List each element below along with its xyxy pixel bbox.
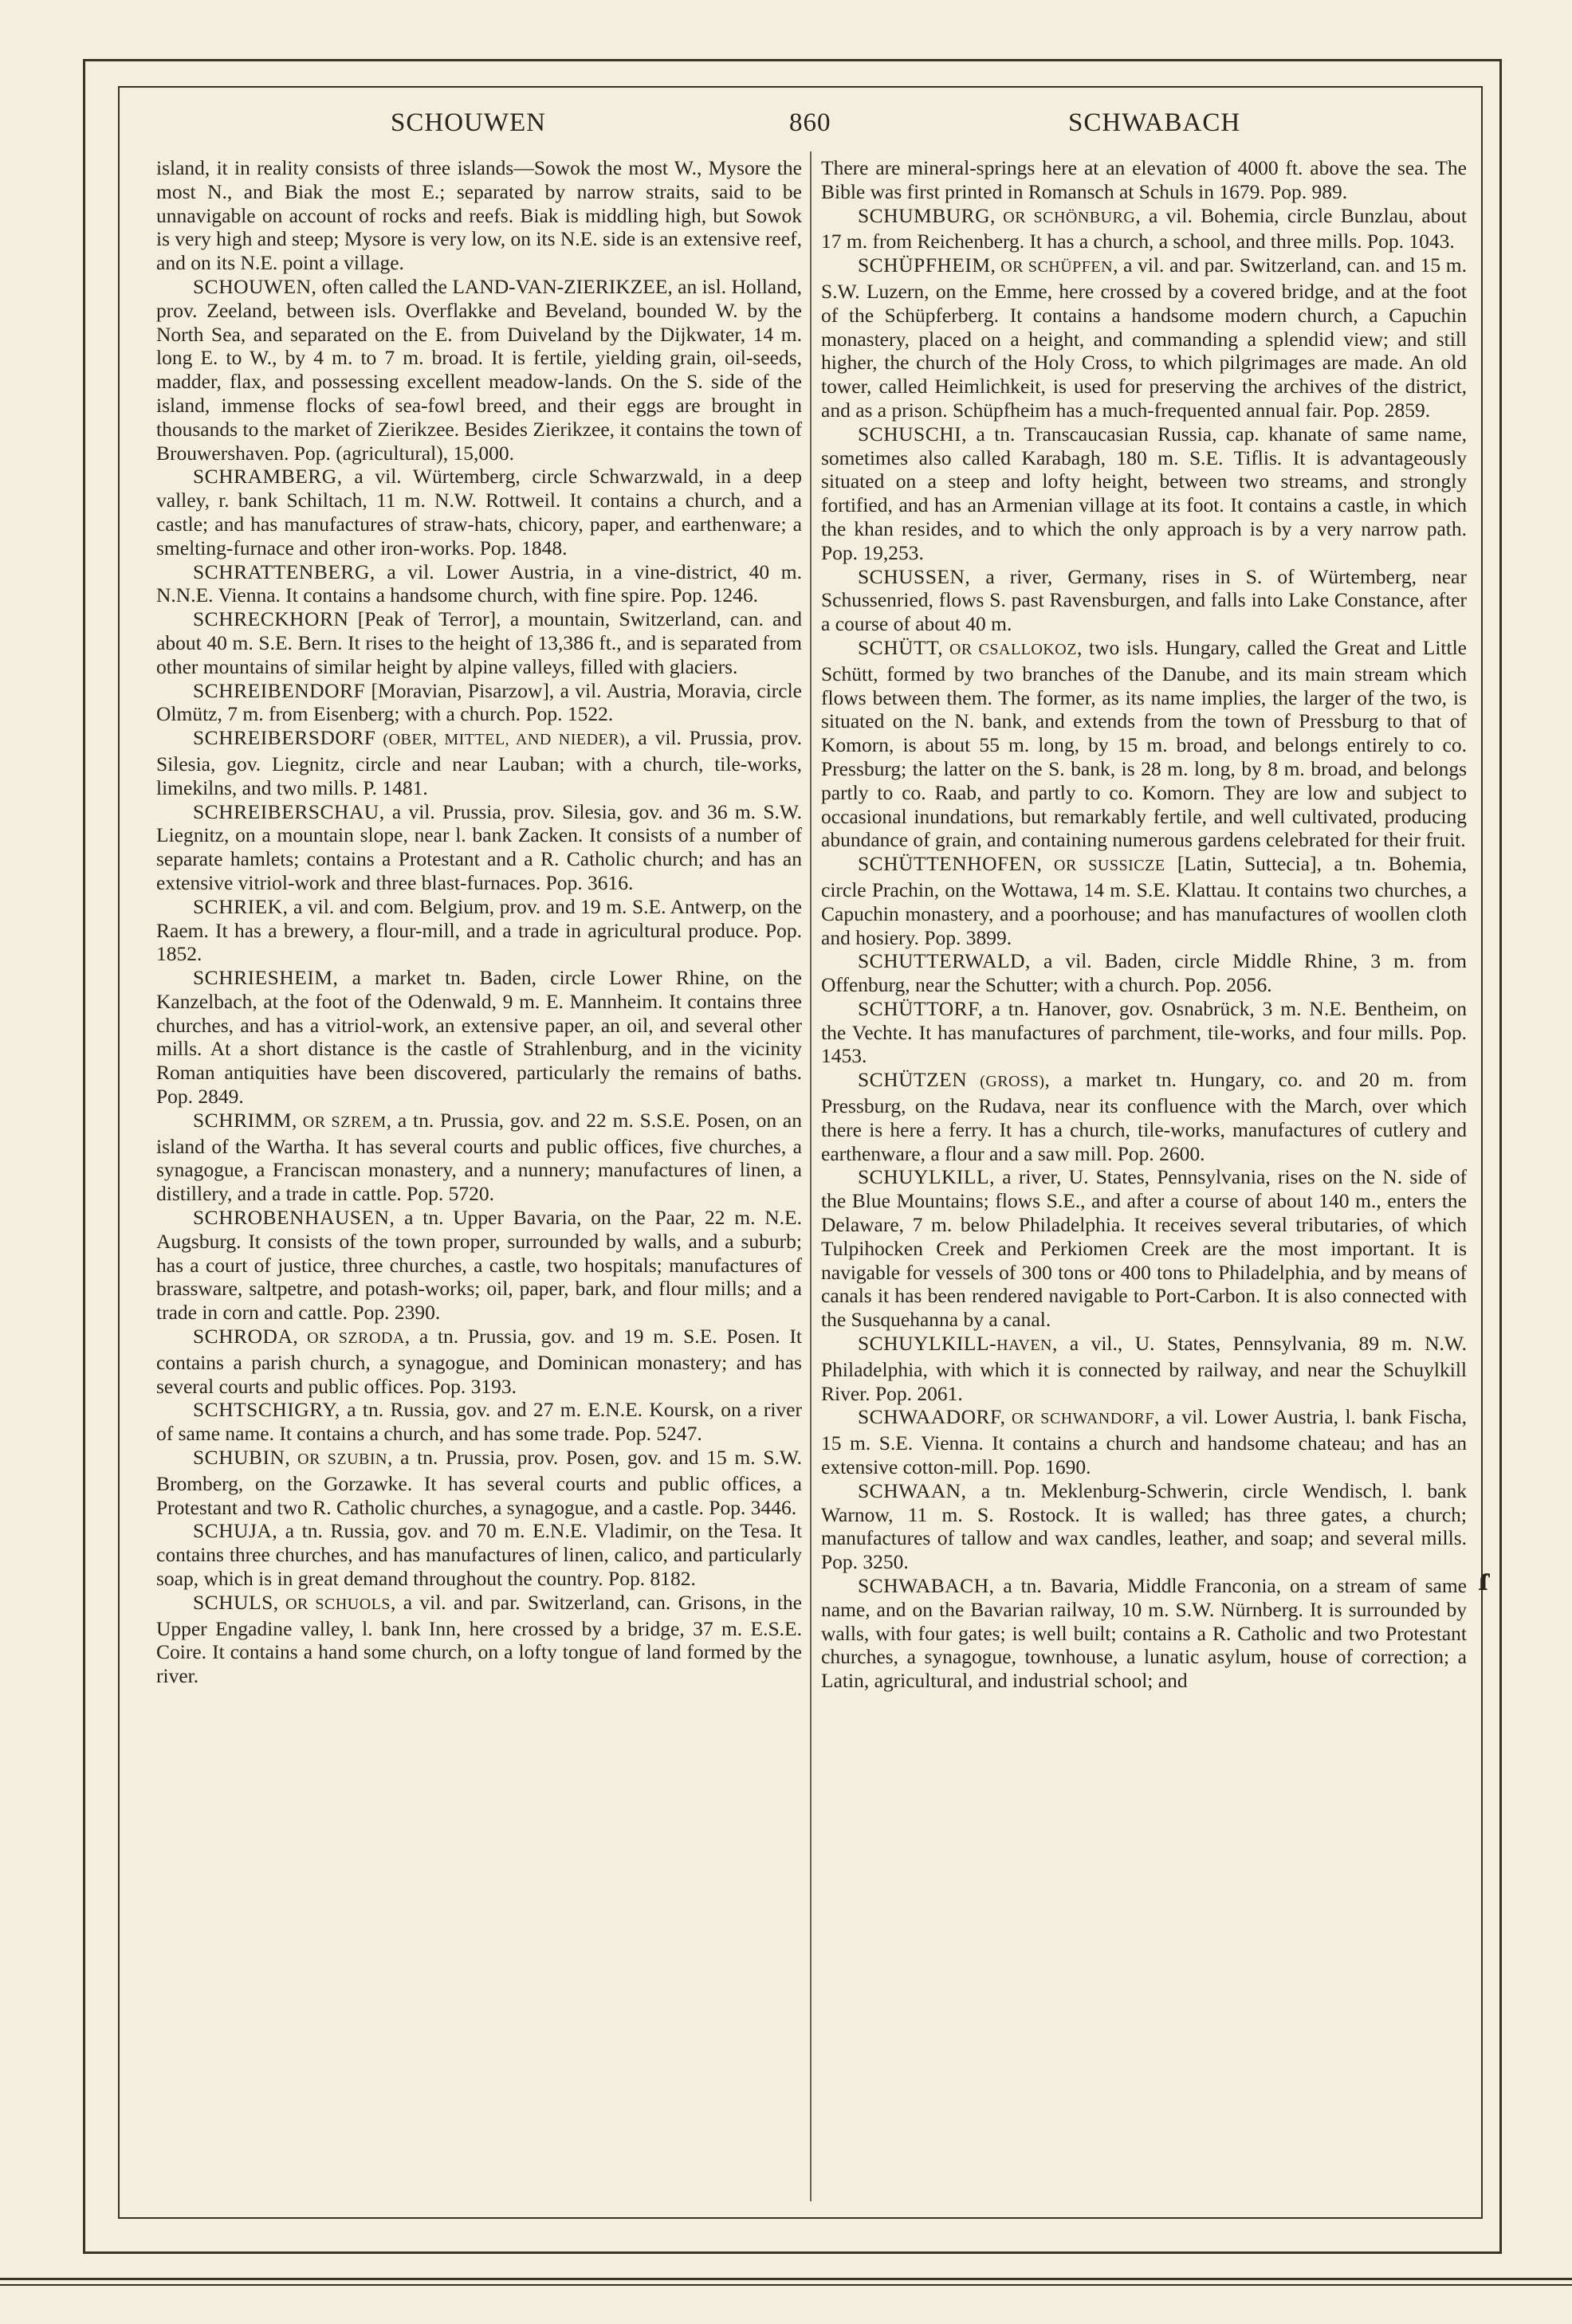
entry-headword: SCHÜTZEN <box>858 1068 968 1092</box>
entry-variant-name: OR SUSSICZE <box>1042 857 1165 875</box>
gazetteer-entry <box>156 726 802 799</box>
entry-headword: SCHUBIN, <box>193 1446 291 1470</box>
entry-text: a tn. Transcaucasian Russia, cap. khanate of same name, sometimes also called Karabagh, 180 m. S.E. Tiflis. It is advantageously situated on a steep and lofty height, between two streams, and strongly fortified, and has an Armenian village at its foot. It contains a castle, in which the khan resides, and to which the only approach is by a very narrow path. Pop. 19,253. <box>821 422 1467 564</box>
gazetteer-entry <box>821 565 1467 636</box>
entry-text: [Peak of Terror], a mountain, Switzerland, can. and about 40 m. S.E. Bern. It rises to the height of 13,386 ft., and is separated from other mountains of similar height by alpine valleys, filled with glaciers. <box>156 607 802 678</box>
entry-headword: SCHRIEK, <box>193 894 289 918</box>
entry-variant-name: OR SZRODA <box>298 1329 405 1348</box>
entry-text: a vil. Baden, circle Middle Rhine, 3 m. from Offenburg, near the Schutter; with a church. Pop. 2056. <box>821 949 1467 997</box>
entry-text: , a market tn. Hungary, co. and 20 m. from Pressburg, on the Rudava, near its confluence with the March, over which there is here a ferry. It has a church, tile-works, manufactures of cutlery and earthenware, a flour and a saw mill. Pop. 2600. <box>821 1068 1467 1165</box>
entry-variant-name: OR SZREM <box>297 1113 387 1131</box>
entry-variant-name: OR SCHÜPFEN <box>996 258 1114 277</box>
column-divider <box>810 151 812 2201</box>
entry-headword: SCHRIESHEIM, <box>193 966 339 990</box>
page-number: 860 <box>789 108 831 137</box>
entry-text: There are mineral-springs here at an elevation of 4000 ft. above the sea. The Bible was first printed in Romansch at Schuls in 1679. Pop. 989. <box>821 156 1467 203</box>
entry-text: , a vil. Prussia, prov. Silesia, gov. Liegnitz, circle and near Lauban; with a church, tile-works, limekilns, and two mills. P. 1481. <box>156 726 802 799</box>
gazetteer-entry <box>156 1519 802 1590</box>
entry-headword: SCHULS, <box>193 1590 279 1614</box>
entry-headword: SCHRATTENBERG, <box>193 559 375 583</box>
entry-text: , a vil., U. States, Pennsylvania, 89 m. N.W. Philadelphia, with which it is connected by railway, and near the Schuylkill River. Pop. 2061. <box>821 1332 1467 1405</box>
gazetteer-entry <box>156 679 802 727</box>
entry-text: a river, Germany, rises in S. of Würtemberg, near Schussenried, flows S. past Ravensburgen, and falls into Lake Constance, after a course of about 40 m. <box>821 564 1467 636</box>
gazetteer-entry <box>821 1332 1467 1405</box>
entry-variant-name: (OBER, MITTEL, AND NIEDER) <box>375 731 626 749</box>
entry-text: , two isls. Hungary, called the Great and Little Schütt, formed by two branches of the Danube, and its main stream which flows between them. The former, as its name implies, the larger of the two, is situated on the N. bank, and extends from the town of Pressburg to that of Komorn, is about 55 m. long, by 15 m. broad, and belongs entirely to co. Pressburg; the latter on the S. bank, is 28 m. long, by 8 m. broad, and belongs partly to co. Raab, and partly to co. Komorn. They are low and subject to occasional inundations, but remarkably fertile, and well cultivated, producing abundance of grain, and containing numerous gardens celebrated for their fruit. <box>821 635 1467 852</box>
entry-headword: SCHWAAN, <box>858 1478 967 1502</box>
entry-text: a vil. and com. Belgium, prov. and 19 m. S.E. Antwerp, on the Raem. It has a brewery, a flour-mill, and a trade in agricultural produce. Pop. 1852. <box>156 894 802 966</box>
entry-text: a tn. Russia, gov. and 27 m. E.N.E. Koursk, on a river of same name. It contains a church, and has some trade. Pop. 5247. <box>156 1398 802 1446</box>
running-header <box>151 108 1459 143</box>
entry-headword: SCHUMBURG, <box>858 203 996 227</box>
gazetteer-entry <box>156 156 802 275</box>
entry-text: a river, U. States, Pennsylvania, rises on the N. side of the Blue Mountains; flows S.E., and after a course of about 140 m., enters the Delaware, 7 m. below Philadelphia. It receives several tributaries, of which Tulpihocken Creek and Perkiomen Creek are the most important. It is navigable for vessels of 300 tons or 400 tons to Philadelphia, and by means of canals it has been rendered navigable to Port-Carbon. It is also connected with the Susquehanna by a canal. <box>821 1165 1467 1332</box>
gazetteer-entry <box>156 465 802 559</box>
entry-variant-name: OR SCHÖNBURG <box>995 208 1136 226</box>
entry-text: a tn. Bavaria, Middle Franconia, on a stream of same name, and on the Bavarian railway, 10 m. S.W. Nürnberg. It is surrounded by walls, with four gates; is well built; contains a R. Catholic and two Protestant churches, a synagogue, townhouse, a lunatic asylum, house of correction; a Latin, agricultural, and industrial school; and <box>821 1574 1467 1693</box>
entry-headword: SCHUSCHI, <box>858 422 967 446</box>
left-column <box>156 156 802 2196</box>
entry-text: , a tn. Prussia, gov. and 22 m. S.S.E. Posen, on an island of the Wartha. It has several courts and public offices, five churches, a synagogue, a Franciscan monastery, and a nunnery; manufactures of linen, a distillery, and a trade in cattle. Pop. 5720. <box>156 1108 802 1206</box>
entry-text: , a tn. Prussia, prov. Posen, gov. and 15 m. S.W. Bromberg, on the Gorzawke. It has several courts and public offices, a Protestant and two R. Catholic churches, a synagogue, and a castle. Pop. 3446. <box>156 1446 802 1519</box>
entry-text: often called the LAND-VAN-ZIERIKZEE, an isl. Holland, prov. Zeeland, between isls. Overflakke and Beveland, bounded W. by the North Sea, and separated on the E. from Duiveland by the Dijkwater, 14 m. long E. to W., by 4 m. to 7 m. broad. It is fertile, yielding grain, oil-seeds, madder, flax, and possessing excellent meadow-lands. On the S. side of the island, immense flocks of sea-fowl breed, and their eggs are brought in thousands to the market of Zierikzee. Besides Zierikzee, it contains the town of Brouwershaven. Pop. (agricultural), 15,000. <box>156 274 802 465</box>
header-right-word: SCHWABACH <box>1068 108 1241 137</box>
gazetteer-entry <box>156 1591 802 1688</box>
entry-headword: SCHÜPFHEIM, <box>858 253 996 277</box>
gazetteer-entry <box>821 1068 1467 1165</box>
entry-variant-name: OR SCHWANDORF <box>1005 1410 1155 1428</box>
entry-headword: SCHUTTERWALD, <box>858 949 1031 973</box>
entry-headword: SCHREIBERSDORF <box>193 726 376 750</box>
entry-headword: SCHUYLKILL- <box>858 1332 997 1356</box>
gazetteer-entry <box>156 1109 802 1206</box>
entry-text: [Latin, Suttecia], a tn. Bohemia, circle Prachin, on the Wottawa, 14 m. S.E. Klattau. It contains two churches, a Capuchin monastery, and a poorhouse; and has manufactures of woollen cloth and hosiery. Pop. 3899. <box>821 852 1467 949</box>
gazetteer-entry <box>821 156 1467 204</box>
gazetteer-entry <box>821 1574 1467 1693</box>
gazetteer-entry <box>156 275 802 465</box>
entry-headword: SCHÜTTENHOFEN, <box>858 852 1043 876</box>
gazetteer-entry <box>156 1325 802 1398</box>
entry-text: island, it in reality consists of three islands—Sowok the most W., Mysore the most N., and Biak the most E.; separated by narrow straits, said to be unnavigable on account of rocks and reefs. Biak is middling high, but Sowok is very high and steep; Mysore is very low, on its N.E. side is an extensive reef, and on its N.E. point a village. <box>156 156 802 275</box>
gazetteer-entry <box>821 997 1467 1068</box>
gazetteer-entry <box>156 607 802 678</box>
gazetteer-entry <box>821 852 1467 949</box>
entry-headword: SCHRAMBERG, <box>193 465 343 489</box>
gazetteer-entry <box>821 253 1467 422</box>
gazetteer-entry <box>156 966 802 1109</box>
gazetteer-entry <box>821 1405 1467 1478</box>
gazetteer-entry <box>821 422 1467 565</box>
gazetteer-entry <box>821 1165 1467 1332</box>
gazetteer-entry <box>156 1398 802 1446</box>
gazetteer-entry <box>156 560 802 608</box>
entry-headword: SCHRIMM, <box>193 1108 297 1132</box>
gazetteer-entry <box>821 636 1467 852</box>
entry-headword: SCHUJA, <box>193 1519 278 1543</box>
entry-headword: SCHUYLKILL, <box>858 1165 995 1189</box>
entry-headword: SCHUSSEN, <box>858 564 971 588</box>
entry-variant-name: (GROSS) <box>967 1073 1045 1091</box>
entry-text: , a vil. Lower Austria, l. bank Fischa, 15 m. S.E. Vienna. It contains a church and handsome chateau; and has an extensive cotton-mill. Pop. 1690. <box>821 1405 1467 1479</box>
entry-text: , a vil. Bohemia, circle Bunzlau, about 17 m. from Reichenberg. It has a church, a school, and three mills. Pop. 1043. <box>821 203 1467 253</box>
gazetteer-entry <box>156 800 802 895</box>
gazetteer-entry <box>821 204 1467 254</box>
bottom-rule-thin <box>0 2284 1572 2286</box>
entry-headword: SCHÜTTORF, <box>858 996 984 1020</box>
entry-variant-name: OR SCHUOLS <box>278 1595 391 1613</box>
entry-text: , a vil. and par. Switzerland, can. Grisons, in the Upper Engadine valley, l. bank Inn, here crossed by a bridge, 37 m. E.S.E. Coire. It contains a hand some church, on a lofty tongue of land formed by the river. <box>156 1590 802 1688</box>
entry-headword: SCHOUWEN, <box>193 274 317 298</box>
entry-text: a tn. Meklenburg-Schwerin, circle Wendisch, l. bank Warnow, 11 m. S. Rostock. It is walled; has three gates, a church; manufactures of tallow and wax candles, leather, and soap; and several mills. Pop. 3250. <box>821 1478 1467 1574</box>
entry-text: a tn. Upper Bavaria, on the Paar, 22 m. N.E. Augsburg. It consists of the town proper, surrounded by walls, and a suburb; has a court of justice, three churches, a castle, two hospitals; manufactures of brassware, saltpetre, and potash-works; oil, paper, bark, and flour mills; and a trade in corn and cattle. Pop. 2390. <box>156 1206 802 1325</box>
entry-headword: SCHWABACH, <box>858 1574 995 1598</box>
entry-text: a vil. Würtemberg, circle Schwarzwald, in a deep valley, r. bank Schiltach, 11 m. N.W. Rottweil. It contains a church, and a castle; and has manufactures of straw-hats, chicory, paper, and earthenware; a smelting-furnace and other iron-works. Pop. 1848. <box>156 465 802 559</box>
entry-text: a vil. Lower Austria, in a vine-district, 40 m. N.N.E. Vienna. It contains a handsome church, with fine spire. Pop. 1246. <box>156 559 802 607</box>
gazetteer-entry <box>156 1446 802 1519</box>
entry-headword: SCHROBENHAUSEN, <box>193 1206 395 1230</box>
entry-text: a tn. Russia, gov. and 70 m. E.N.E. Vladimir, on the Tesa. It contains three churches, and has manufactures of linen, calico, and particularly soap, which is in great demand throughout the country. Pop. 8182. <box>156 1519 802 1591</box>
entry-headword: SCHREIBENDORF <box>193 678 366 702</box>
entry-headword: SCHRECKHORN <box>193 607 349 631</box>
entry-headword: SCHÜTT, <box>858 635 944 659</box>
gazetteer-entry <box>821 1479 1467 1574</box>
entry-text: a vil. Prussia, prov. Silesia, gov. and 36 m. S.W. Liegnitz, on a mountain slope, near l. bank Zacken. It consists of a number of separate hamlets; contains a Protestant and a R. Catholic church; and has an extensive vitriol-work and three blast-furnaces. Pop. 3616. <box>156 799 802 894</box>
bottom-rule <box>0 2278 1572 2280</box>
entry-text: a market tn. Baden, circle Lower Rhine, on the Kanzelbach, at the foot of the Odenwald, 9 m. E. Mannheim. It contains three churches, and has a vitriol-work, an extensive paper, an oil, and several other mills. At a short distance is the castle of Strahlenburg, and in the vicinity Roman antiquities have been discovered, particularly the remains of baths. Pop. 2849. <box>156 966 802 1109</box>
header-left-word: SCHOUWEN <box>391 108 546 137</box>
margin-mark: ɾ <box>1478 1559 1492 1598</box>
entry-headword: SCHTSCHIGRY, <box>193 1398 340 1422</box>
gazetteer-entry <box>156 895 802 966</box>
gazetteer-entry <box>821 949 1467 997</box>
entry-variant-name: OR CSALLOKOZ <box>943 640 1077 658</box>
entry-text: a tn. Hanover, gov. Osnabrück, 3 m. N.E. Bentheim, on the Vechte. It has manufactures of parchment, tile-works, and four mills. Pop. 1453. <box>821 996 1467 1068</box>
entry-headword: SCHWAADORF, <box>858 1405 1006 1429</box>
entry-headword: SCHRODA, <box>193 1325 299 1348</box>
entry-text: , a tn. Prussia, gov. and 19 m. S.E. Posen. It contains a parish church, a synagogue, and Dominican monastery; and has several courts and public offices. Pop. 3193. <box>156 1325 802 1398</box>
right-column <box>821 156 1467 2196</box>
entry-variant-name: OR SZUBIN <box>290 1451 387 1469</box>
entry-headword: SCHREIBERSCHAU, <box>193 799 385 823</box>
entry-variant-name: HAVEN <box>996 1337 1052 1355</box>
entry-text: , a vil. and par. Switzerland, can. and 15 m. S.W. Luzern, on the Emme, here crossed by a covered bridge, and at the foot of the Schüpferberg. It contains a handsome modern church, a Capuchin monastery, placed on a height, and commanding a splendid view; and still higher, the church of the Holy Cross, to which pilgrimages are made. An old tower, called Heimlichkeit, is used for preserving the archives of the district, and as a prison. Schüpfheim has a much-frequented annual fair. Pop. 2859. <box>821 253 1467 422</box>
entry-text: [Moravian, Pisarzow], a vil. Austria, Moravia, circle Olmütz, 7 m. from Eisenberg; with a church. Pop. 1522. <box>156 678 802 726</box>
gazetteer-entry <box>156 1206 802 1325</box>
